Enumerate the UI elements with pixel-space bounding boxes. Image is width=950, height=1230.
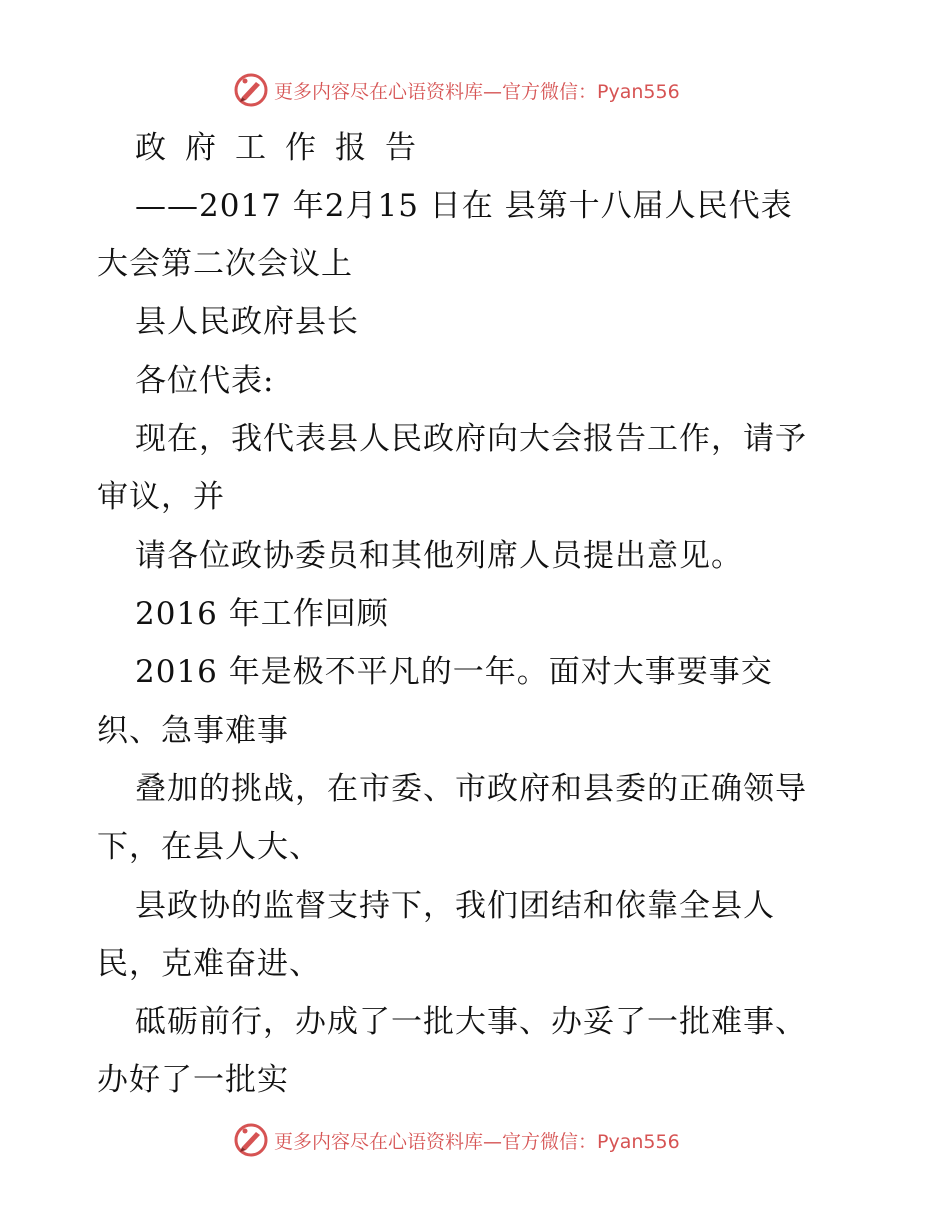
header-watermark-text: 更多内容尽在心语资料库—官方微信：Pyan556 xyxy=(274,80,680,103)
paragraph-line: 民，克难奋进、 xyxy=(97,946,321,982)
speaker-line: 县人民政府县长 xyxy=(135,304,359,340)
paragraph-line: 织、急事难事 xyxy=(97,713,289,749)
pen-logo-icon xyxy=(234,73,268,107)
subtitle-line-cont: 大会第二次会议上 xyxy=(97,246,353,282)
section-heading: 2016 年工作回顾 xyxy=(135,596,389,632)
paragraph-line: 县政协的监督支持下，我们团结和依靠全县人 xyxy=(135,888,775,924)
paragraph-line: 叠加的挑战，在市委、市政府和县委的正确领导 xyxy=(135,771,807,807)
paragraph-line: 2016 年是极不平凡的一年。面对大事要事交 xyxy=(135,654,773,690)
salutation: 各位代表: xyxy=(135,363,275,399)
paragraph-line: 办好了一批实 xyxy=(97,1062,289,1098)
paragraph-line: 审议，并 xyxy=(97,479,225,515)
header-watermark xyxy=(234,72,680,108)
document-title: 政府工作报告 xyxy=(135,130,435,166)
paragraph-line: 现在，我代表县人民政府向大会报告工作，请予 xyxy=(135,421,807,457)
paragraph-line: 请各位政协委员和其他列席人员提出意见。 xyxy=(135,538,743,574)
footer-watermark xyxy=(234,1122,680,1158)
pen-logo-icon xyxy=(234,1123,268,1157)
paragraph-line: 下，在县人大、 xyxy=(97,829,321,865)
subtitle-line: ——2017 年2月15 日在 县第十八届人民代表 xyxy=(135,188,793,224)
footer-watermark-text: 更多内容尽在心语资料库—官方微信：Pyan556 xyxy=(274,1130,680,1153)
paragraph-line: 砥砺前行，办成了一批大事、办妥了一批难事、 xyxy=(135,1004,807,1040)
